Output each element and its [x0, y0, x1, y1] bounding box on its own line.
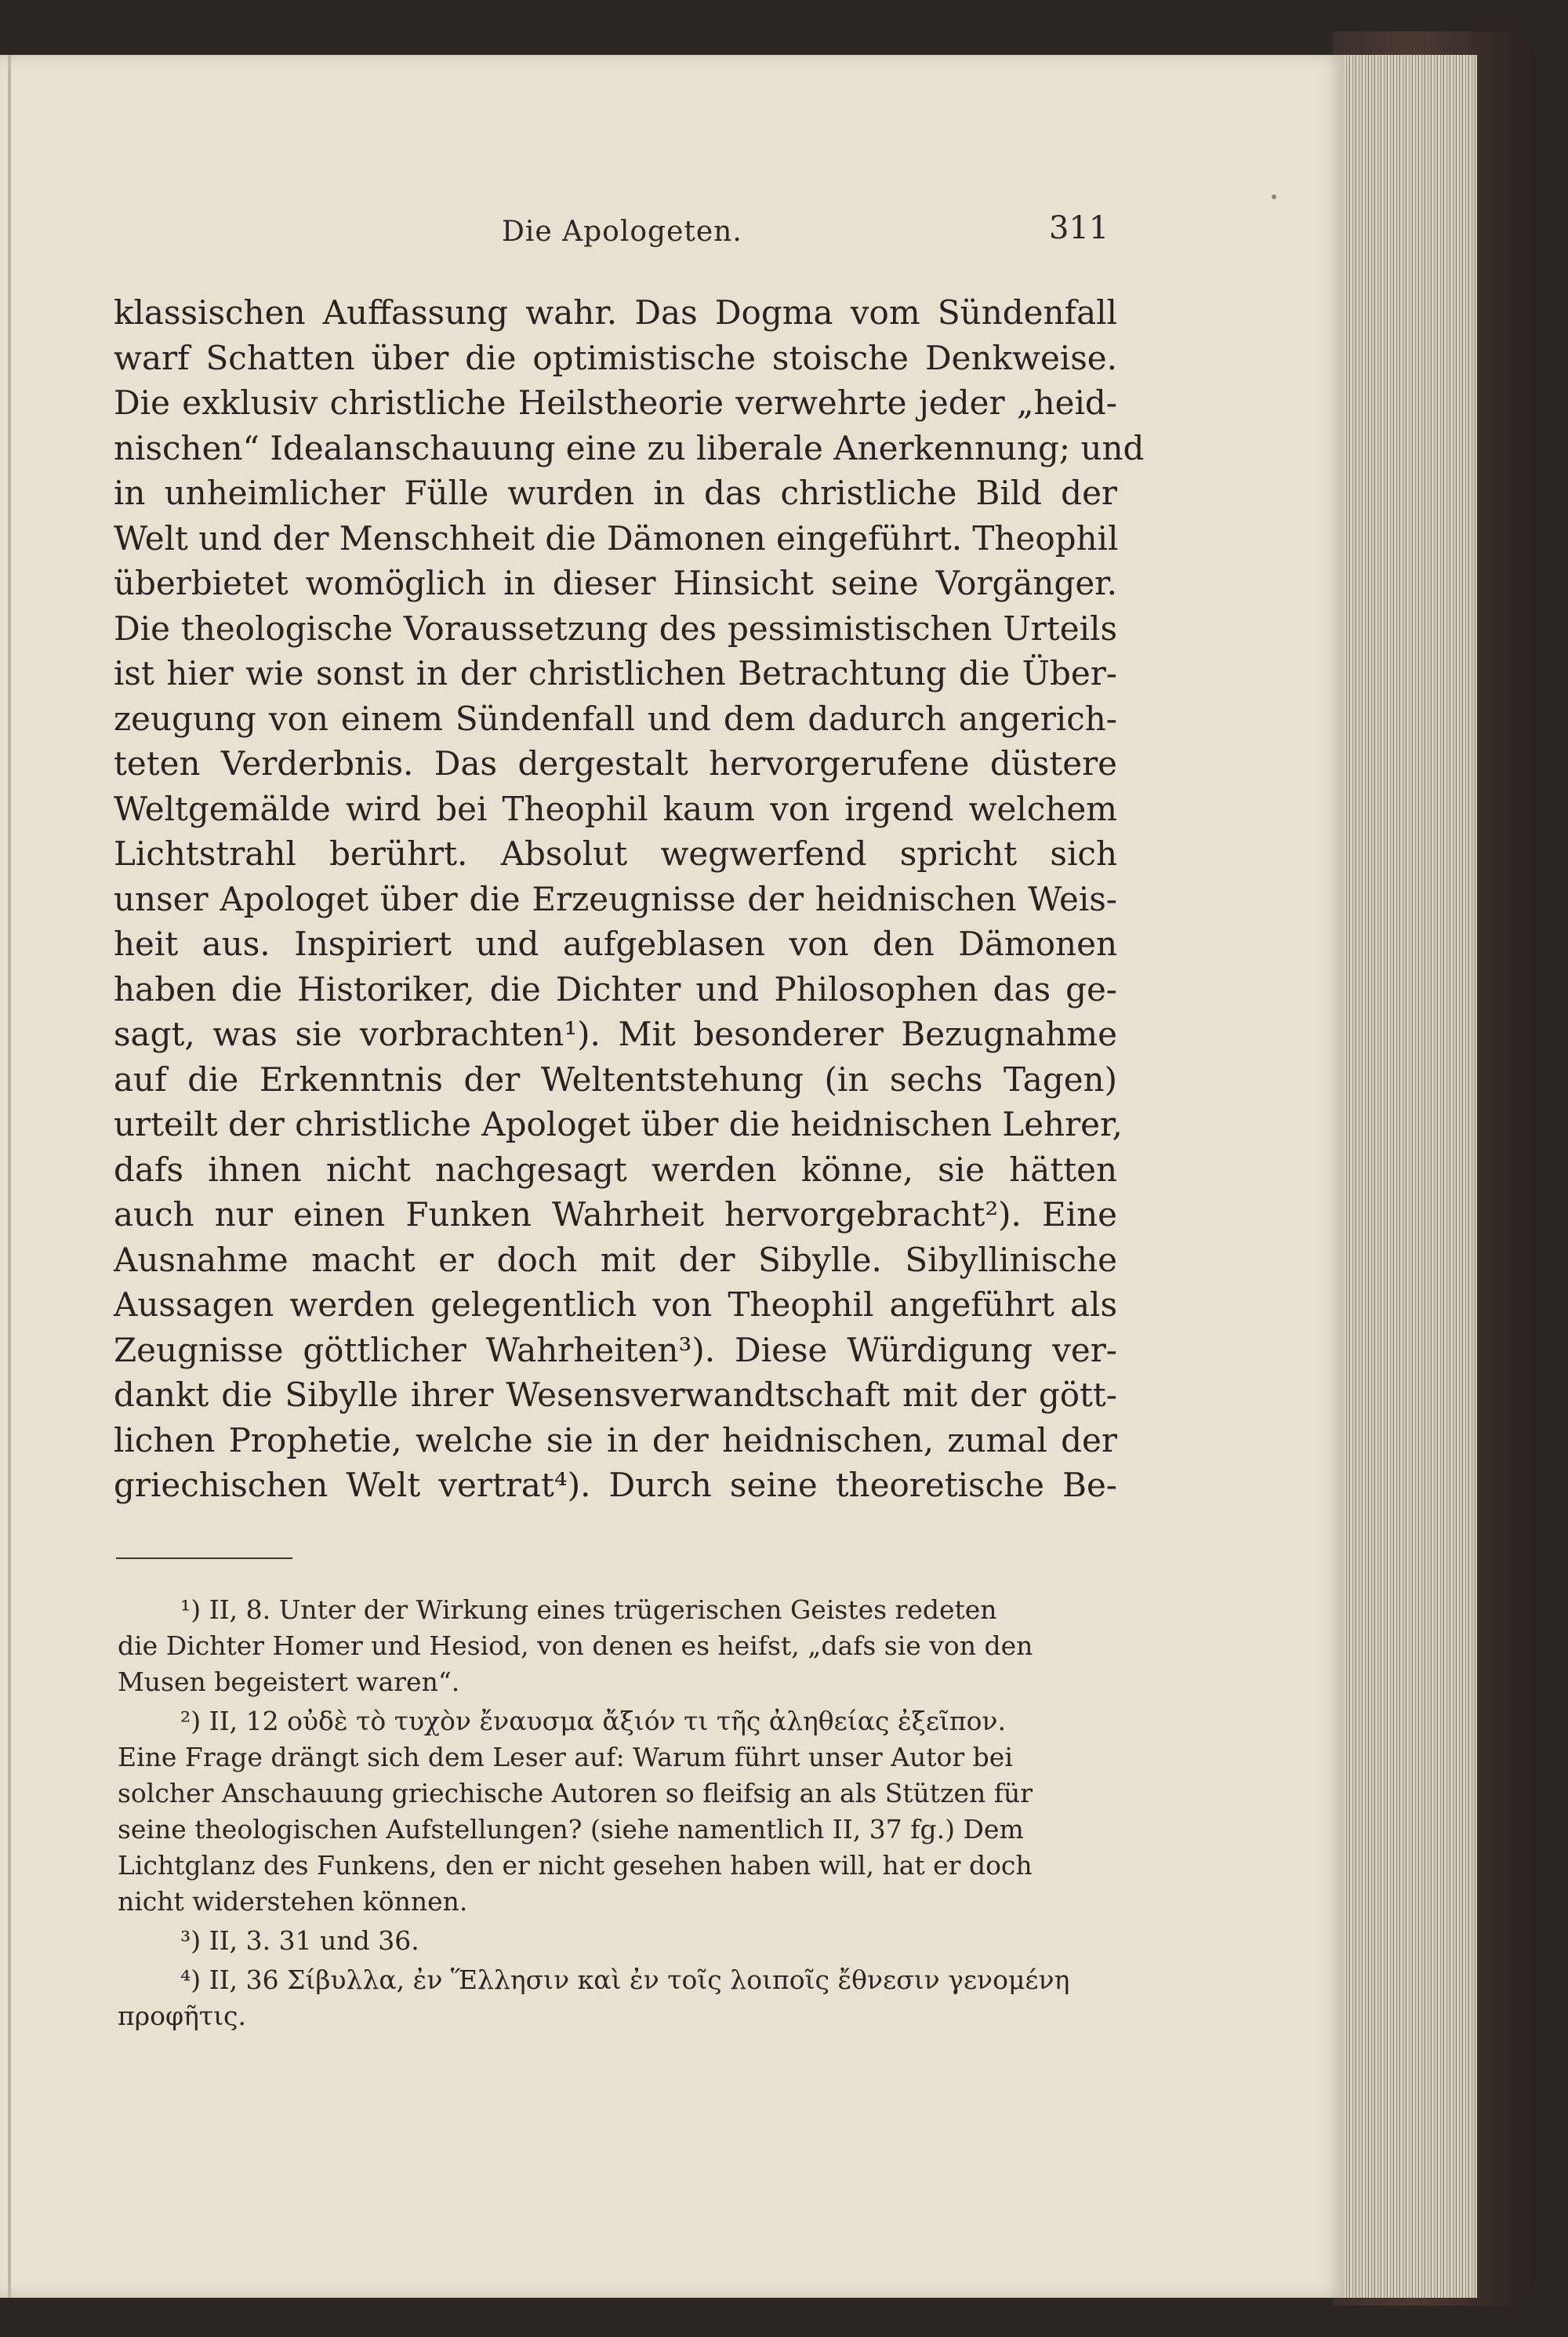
text-line: haben die Historiker, die Dichter und Philosophen das ge- [114, 969, 1117, 1009]
footnote-1 [118, 1592, 1117, 1700]
footnote-4 [118, 1962, 1117, 2034]
page-number: 311 [1049, 210, 1109, 246]
footnote-line: Eine Frage drängt sich dem Leser auf: Warum führt unser Autor bei [118, 1742, 1013, 1772]
footnote-3 [118, 1923, 1117, 1959]
footnote-line: προφῆτις. [118, 2001, 247, 2031]
text-line: heit aus. Inspiriert und aufgeblasen von den Dämonen [114, 925, 1117, 963]
text-line: Die exklusiv christliche Heilstheorie verwehrte jeder „heid- [114, 383, 1117, 422]
text-line: Aussagen werden gelegentlich von Theophil angeführt als [114, 1285, 1117, 1324]
paper-speck [1272, 194, 1276, 199]
text-line: Zeugnisse göttlicher Wahrheiten³). Diese Würdigung ver- [114, 1330, 1117, 1369]
text-line: sagt, was sie vorbrachten¹). Mit besonderer Bezugnahme [114, 1015, 1117, 1053]
text-line: Ausnahme macht er doch mit der Sibylle. Sibyllinische [114, 1240, 1117, 1279]
footnote-line: ³) II, 3. 31 und 36. [180, 1925, 419, 1956]
footnote-line: Lichtglanz des Funkens, den er nicht gesehen haben will, hat er doch [118, 1850, 1033, 1881]
text-line: in unheimlicher Fülle wurden in das christliche Bild der [114, 474, 1117, 512]
footnote-line: nicht widerstehen können. [118, 1886, 468, 1917]
footnote-separator [116, 1557, 292, 1559]
footnote-line: ¹) II, 8. Unter der Wirkung eines trügerischen Geistes redeten [180, 1594, 997, 1625]
text-line: Die theologische Voraussetzung des pessimistischen Urteils [114, 609, 1117, 648]
footnote-2 [118, 1703, 1117, 1920]
text-line: ist hier wie sonst in der christlichen Betrachtung die Über- [114, 654, 1117, 692]
running-head: Die Apologeten. [502, 216, 742, 248]
text-line: auch nur einen Funken Wahrheit hervorgebracht²). Eine [114, 1195, 1117, 1234]
text-line: unser Apologet über die Erzeugnisse der heidnischen Weis- [114, 879, 1117, 918]
text-line: Lichtstrahl berührt. Absolut wegwerfend spricht sich [114, 834, 1117, 873]
text-line: dafs ihnen nicht nachgesagt werden könne, sie hätten [114, 1150, 1117, 1189]
footnote-line: Musen begeistert waren“. [118, 1666, 460, 1697]
text-line: nischen“ Idealanschauung eine zu liberale Anerkennung; und [114, 428, 1145, 467]
footnotes [118, 1592, 1117, 2037]
text-line: dankt die Sibylle ihrer Wesensverwandtschaft mit der gött- [114, 1376, 1117, 1414]
footnote-line: ²) II, 12 οὐδὲ τὸ τυχὸν ἔναυσμα ἄξιόν τι τῆς ἀληθείας ἐξεῖπον. [180, 1706, 1006, 1736]
text-line: überbietet womöglich in dieser Hinsicht seine Vorgänger. [114, 564, 1117, 602]
text-line: zeugung von einem Sündenfall und dem dadurch angerich- [114, 699, 1117, 738]
text-line: urteilt der christliche Apologet über die heidnischen Lehrer, [114, 1105, 1123, 1143]
text-line: warf Schatten über die optimistische stoische Denkweise. [114, 338, 1117, 377]
text-line: Weltgemälde wird bei Theophil kaum von irgend welchem [114, 789, 1117, 828]
page-gutter [8, 55, 11, 2298]
text-line: lichen Prophetie, welche sie in der heidnischen, zumal der [114, 1420, 1117, 1459]
main-text [114, 290, 1145, 1508]
page-fore-edge [1342, 55, 1477, 2298]
text-line: auf die Erkenntnis der Weltentstehung (in sechs Tagen) [114, 1059, 1117, 1099]
footnote-line: die Dichter Homer und Hesiod, von denen es heifst, „dafs sie von den [118, 1630, 1033, 1661]
text-line: teten Verderbnis. Das dergestalt hervorgerufene düstere [114, 744, 1117, 783]
text-line: griechischen Welt vertrat⁴). Durch seine theoretische Be- [114, 1466, 1117, 1504]
footnote-line: ⁴) II, 36 Σίβυλλα, ἐν Ἕλλησιν καὶ ἐν τοῖς λοιποῖς ἔθνεσιν γενομένη [180, 1964, 1070, 1995]
text-line: Welt und der Menschheit die Dämonen eingeführt. Theophil [114, 518, 1119, 558]
footnote-line: seine theologischen Aufstellungen? (siehe namentlich II, 37 fg.) Dem [118, 1814, 1024, 1845]
text-line: klassischen Auffassung wahr. Das Dogma vom Sündenfall [114, 293, 1117, 332]
footnote-line: solcher Anschauung griechische Autoren so fleifsig an als Stützen für [118, 1778, 1033, 1808]
